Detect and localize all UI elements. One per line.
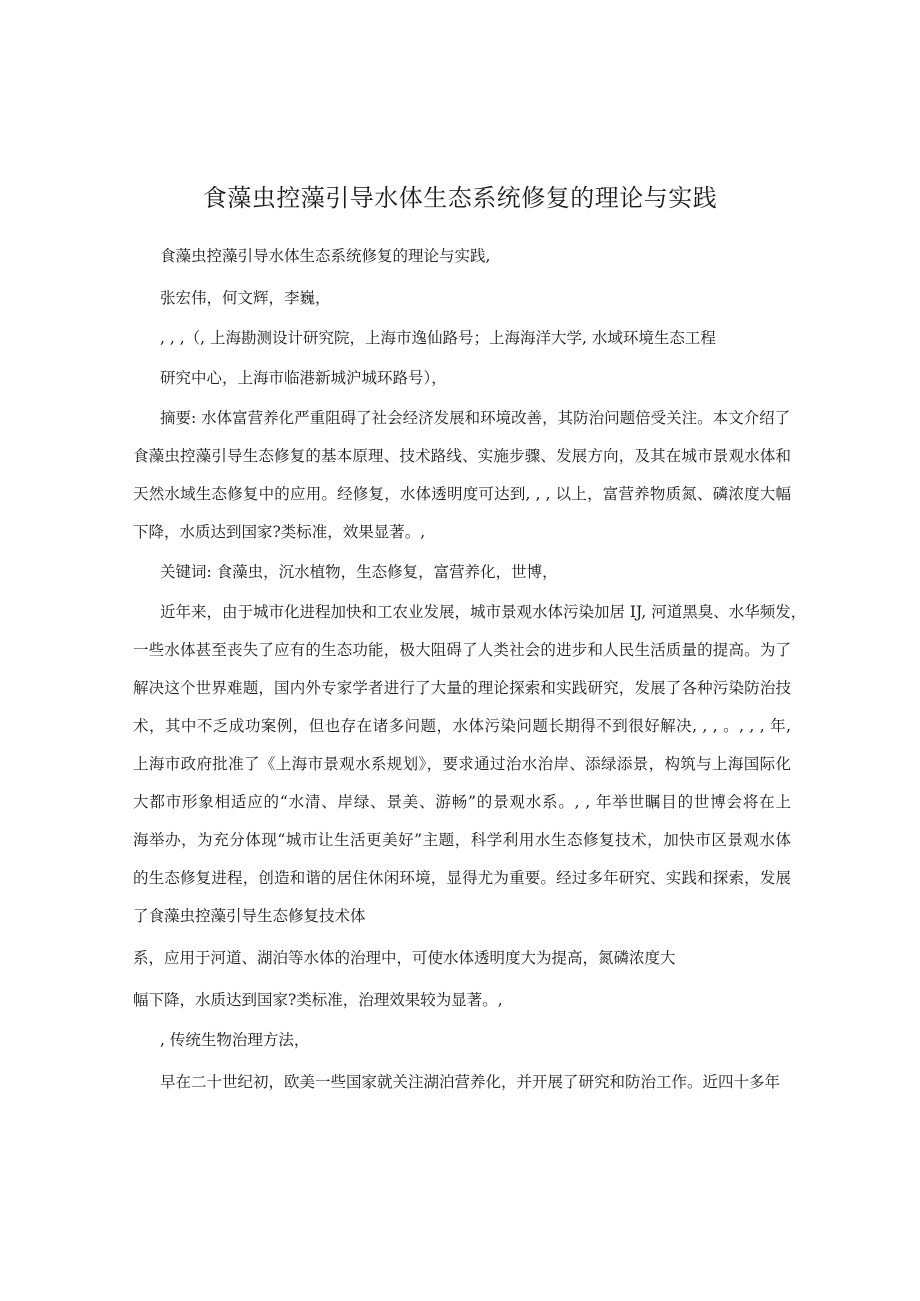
body-line: 系，应用于河道、湖泊等水体的治理中，可使水体透明度大为提高，氮磷浓度大 [133,949,676,967]
body-line: 海举办，为充分体现“城市让生活更美好”主题，科学利用水生态修复技术，加快市区景观水体 [133,831,791,849]
affiliation-line-1: , , ,（, 上海勘测设计研究院，上海市逸仙路号；上海海洋大学, 水域环境生态工程 [160,329,716,347]
body-line: 的生态修复进程，创造和谐的居住休闲环境，显得尤为重要。经过多年研究、实践和探索，发展 [133,869,791,887]
keywords-line: 关键词: 食藻虫，沉水植物，生态修复，富营养化，世博， [160,563,558,581]
body-line: 一些水体甚至丧失了应有的生态功能，极大阻碍了人类社会的进步和人民生活质量的提高。为了 [133,641,791,659]
document-title: 食藻虫控藻引导水体生态系统修复的理论与实践 [202,184,718,212]
body-line: 早在二十世纪初，欧美一些国家就关注湖泊营养化，并开展了研究和防治工作。近四十多年 [160,1073,781,1091]
body-line: 大都市形象相适应的“水清、岸绿、景美、游畅”的景观水系。, , 年举世瞩目的世博会将在上 [133,793,791,811]
abstract-line: 食藻虫控藻引导生态修复的基本原理、技术路线、实施步骤、发展方向，及其在城市景观水体和 [133,447,791,465]
abstract-line: 摘要: 水体富营养化严重阻碍了社会经济发展和环境改善，其防治问题倍受关注。本文介绍了 [160,409,791,427]
abstract-line: 下降，水质达到国家?类标准，效果显著。, [133,523,426,541]
body-line: 上海市政府批准了《上海市景观水系规划》，要求通过治水治岸、添绿添景，构筑与上海国际化 [133,755,791,773]
body-line: 幅下降，水质达到国家?类标准，治理效果较为显著。, [133,991,503,1009]
abstract-line: 天然水域生态修复中的应用。经修复，水体透明度可达到, , , 以上，富营养物质氮、磷浓度大幅 [133,485,791,503]
affiliation-line-2: 研究中心，上海市临港新城沪城环路号）， [160,369,447,387]
section-heading: , 传统生物治理方法， [160,1031,310,1049]
body-line: 了食藻虫控藻引导生态修复技术体 [133,907,366,925]
body-line: 近年来，由于城市化进程加快和工农业发展，城市景观水体污染加居 IJ, 河道黑臭、水华频发， [160,603,807,621]
body-line: 术，其中不乏成功案例，但也存在诸多问题，水体污染问题长期得不到很好解决, , , 。, , , 年, [133,717,791,735]
authors-line: 张宏伟，何文辉，李巍， [160,289,331,307]
body-line: 解决这个世界难题，国内外专家学者进行了大量的理论探索和实践研究，发展了各种污染防治技 [133,679,791,697]
paper-title-line: 食藻虫控藻引导水体生态系统修复的理论与实践, [160,247,491,265]
